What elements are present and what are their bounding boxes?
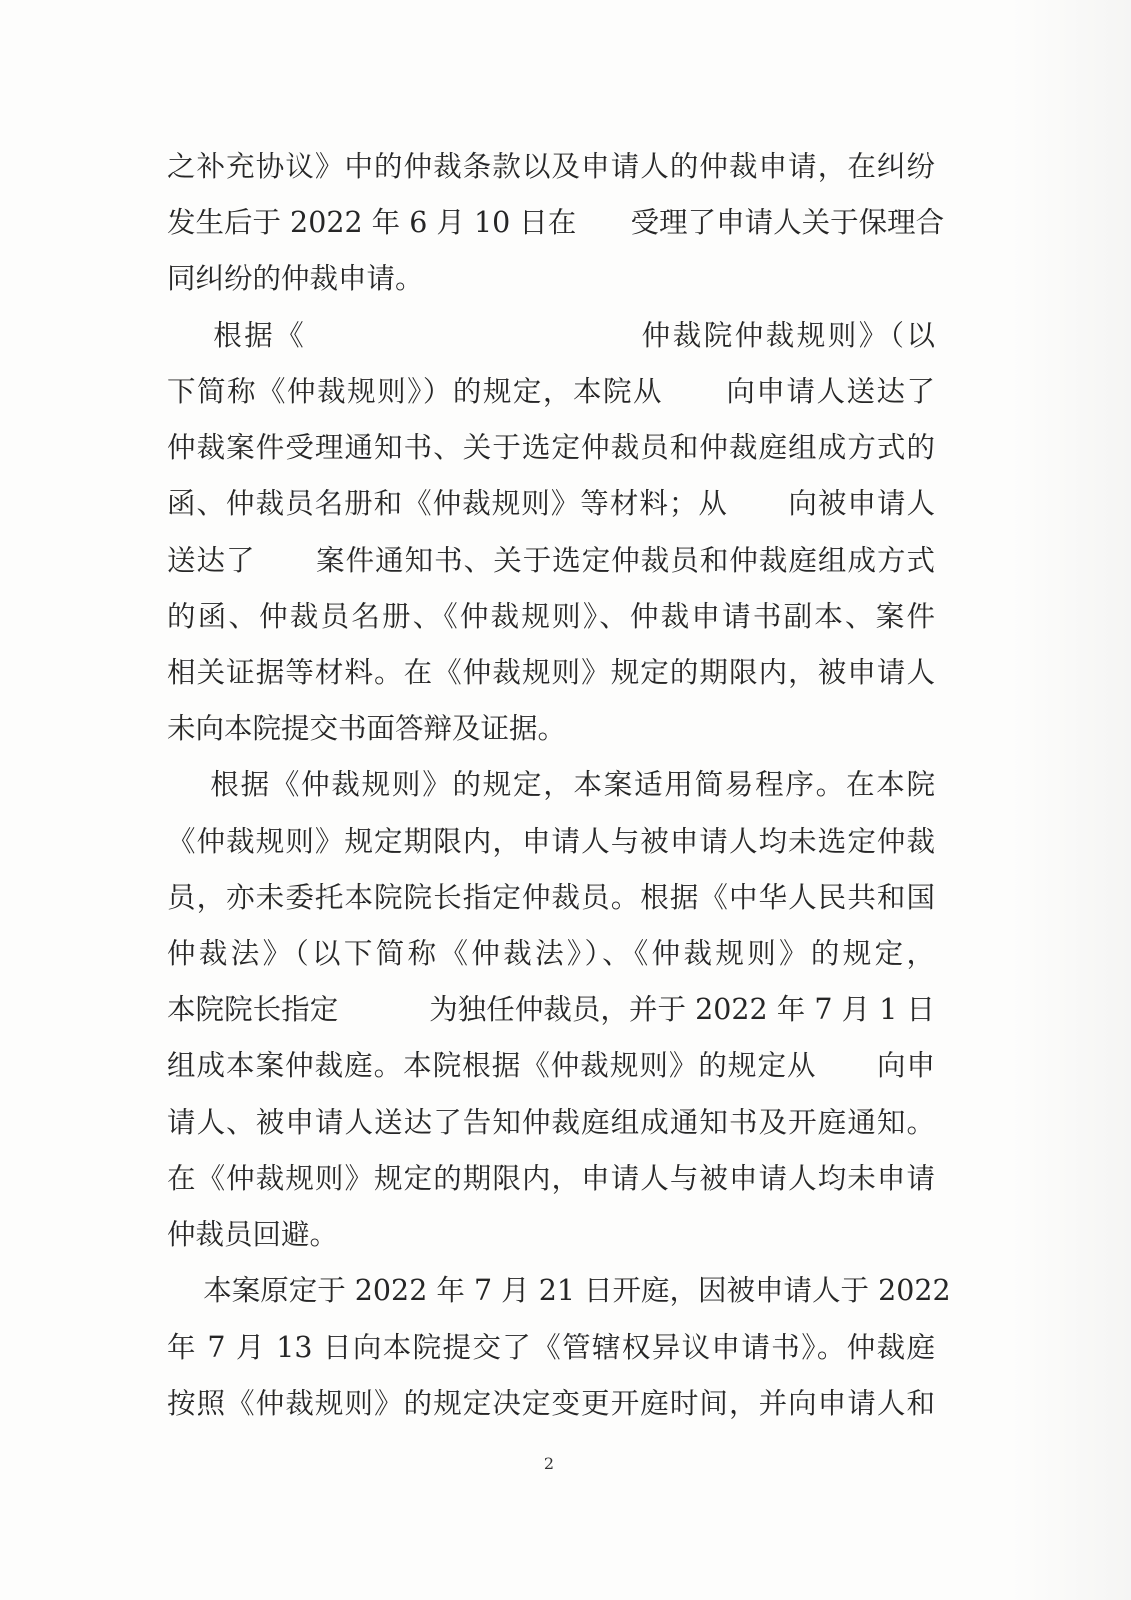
text-line: 送达了 案件通知书、关于选定仲裁员和仲裁庭组成方式 xyxy=(167,544,935,577)
page-number: 2 xyxy=(543,1454,555,1473)
text-line: 仲裁法》（以下简称《仲裁法》）、《仲裁规则》的规定， xyxy=(167,937,935,970)
text-line: 相关证据等材料。在《仲裁规则》规定的期限内，被申请人 xyxy=(167,656,935,689)
scan-shadow xyxy=(1011,0,1131,1600)
text-line: 本院院长指定 为独任仲裁员，并于 2022 年 7 月 1 日 xyxy=(167,993,935,1026)
text-line: 的函、仲裁员名册、《仲裁规则》、仲裁申请书副本、案件 xyxy=(167,600,935,633)
text-line: 根据《仲裁规则》的规定，本案适用简易程序。在本院 xyxy=(167,768,935,801)
text-line: 之补充协议》中的仲裁条款以及申请人的仲裁申请，在纠纷 xyxy=(167,150,935,183)
text-line: 在《仲裁规则》规定的期限内，申请人与被申请人均未申请 xyxy=(167,1162,935,1195)
text-line: 请人、被申请人送达了告知仲裁庭组成通知书及开庭通知。 xyxy=(167,1106,935,1139)
text-line: 员，亦未委托本院院长指定仲裁员。根据《中华人民共和国 xyxy=(167,881,935,914)
text-line: 年 7 月 13 日向本院提交了《管辖权异议申请书》。仲裁庭 xyxy=(167,1331,935,1364)
text-line: 发生后于 2022 年 6 月 10 日在 受理了申请人关于保理合 xyxy=(167,206,945,239)
text-line: 根据《 仲裁院仲裁规则》（以 xyxy=(167,319,935,352)
text-line: 按照《仲裁规则》的规定决定变更开庭时间，并向申请人和 xyxy=(167,1387,935,1420)
text-line: 函、仲裁员名册和《仲裁规则》等材料；从 向被申请人 xyxy=(167,487,935,520)
text-line: 仲裁员回避。 xyxy=(167,1218,339,1251)
text-line: 下简称《仲裁规则》）的规定，本院从 向申请人送达了 xyxy=(167,375,935,408)
text-line: 同纠纷的仲裁申请。 xyxy=(167,262,424,295)
text-line: 本案原定于 2022 年 7 月 21 日开庭，因被申请人于 2022 xyxy=(167,1274,951,1307)
text-line: 《仲裁规则》规定期限内，申请人与被申请人均未选定仲裁 xyxy=(167,825,935,858)
text-line: 未向本院提交书面答辩及证据。 xyxy=(167,712,567,745)
text-line: 仲裁案件受理通知书、关于选定仲裁员和仲裁庭组成方式的 xyxy=(167,431,935,464)
text-line: 组成本案仲裁庭。本院根据《仲裁规则》的规定从 向申 xyxy=(167,1049,935,1082)
